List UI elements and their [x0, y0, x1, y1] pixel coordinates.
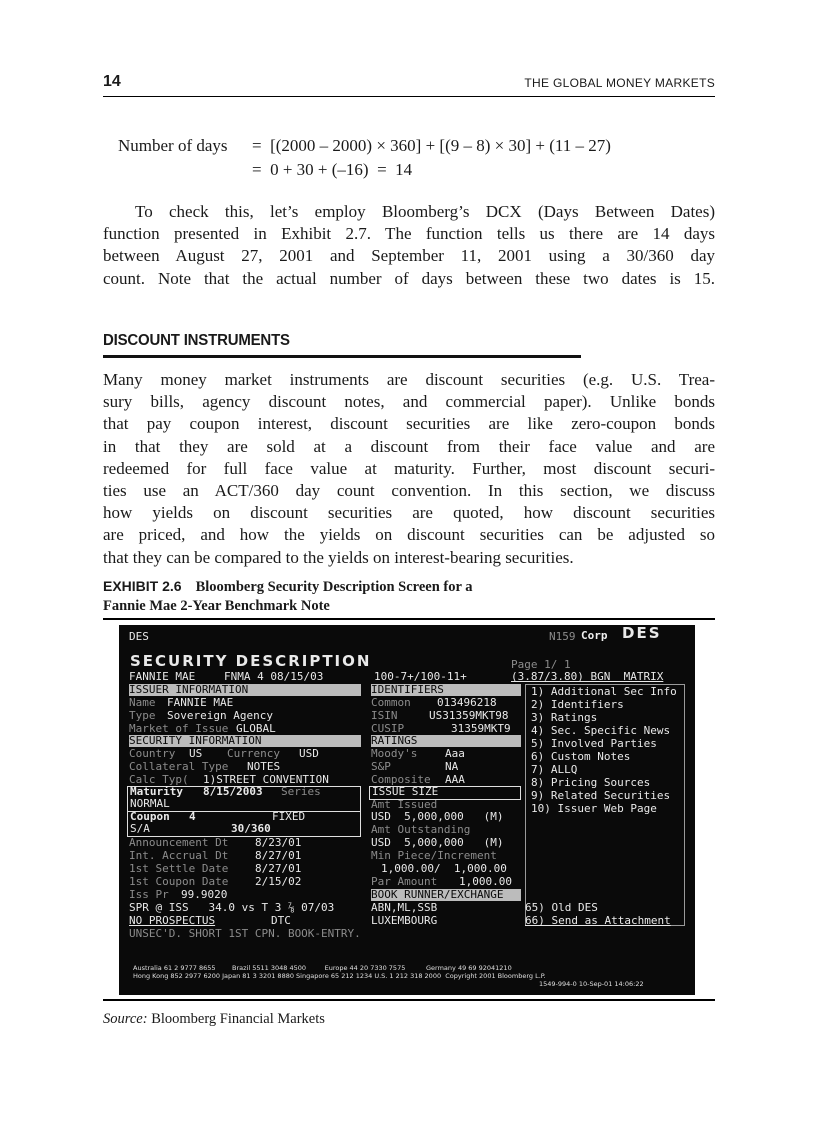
text-line: function presented in Exhibit 2.7. The function tells us there are 14 days	[103, 224, 715, 244]
moodys-label: Moody's	[371, 747, 418, 760]
text-line: between August 27, 2001 and September 11, 2001 using a 30/360 day	[103, 246, 715, 266]
sp-label: S&P	[371, 760, 391, 773]
page-info: Page 1/ 1	[511, 658, 571, 671]
dtc: DTC	[271, 914, 291, 927]
min-piece-value: 1,000.00/ 1,000.00	[381, 862, 507, 875]
issuer-short: FANNIE MAE	[129, 670, 196, 683]
common-value: 013496218	[437, 696, 497, 709]
maturity-type: NORMAL	[130, 797, 170, 810]
cusip-value: 31359MKT9	[451, 722, 511, 735]
bloomberg-des-screen	[119, 625, 695, 995]
page-number: 14	[103, 73, 121, 90]
accrual-label: Int. Accrual Dt	[129, 849, 229, 862]
announcement-label: Announcement Dt	[129, 836, 229, 849]
first-coupon-label: 1st Coupon Date	[129, 875, 229, 888]
identifiers-header: IDENTIFIERS	[371, 684, 521, 696]
text-line: ties use an ACT/360 day count convention. In this section, we discuss	[103, 480, 715, 500]
text-line: in that they are sold at a discount from their face value and are	[103, 436, 715, 456]
exchange: LUXEMBOURG	[371, 914, 438, 927]
menu-item-65[interactable]: 65) Old DES	[525, 901, 598, 914]
par-amount-label: Par Amount	[371, 875, 438, 888]
text-line: count. Note that the actual number of days between these two dates is 15.	[103, 268, 715, 288]
paragraph-discount	[103, 369, 715, 569]
common-label: Common	[371, 696, 411, 709]
spread-at-issue: SPR @ ISS 34.0 vs T 3 ⅞ 07/03	[129, 901, 335, 914]
exhibit-caption	[103, 577, 473, 616]
unsecured-note: UNSEC'D. SHORT 1ST CPN. BOOK-ENTRY.	[129, 927, 361, 940]
terminal-footer-line-3: 1549-994-0 10-Sep-01 14:06:22	[539, 980, 644, 988]
market-of-issue-label: Market of Issue	[129, 722, 229, 735]
sp-value: NA	[445, 760, 459, 773]
prospectus: NO PROSPECTUS	[129, 914, 216, 927]
currency-value: USD	[299, 747, 319, 760]
settle-value: 8/27/01	[255, 862, 302, 875]
series-label: Series	[281, 785, 321, 798]
first-coupon-value: 2/15/02	[255, 875, 302, 888]
exhibit-caption-line-1: Bloomberg Security Description Screen for a	[195, 579, 473, 595]
bid-ask-price: 100-7+/100-11+	[374, 670, 467, 683]
maturity-value: 8/15/2003	[203, 785, 263, 798]
amt-issued-value: USD 5,000,000 (M)	[371, 810, 504, 823]
announcement-value: 8/23/01	[255, 836, 302, 849]
menu-item-6[interactable]: 6) Custom Notes	[531, 750, 631, 763]
text-line: Many money market instruments are discount securities (e.g. U.S. Trea-	[103, 370, 715, 389]
header-rule	[103, 96, 715, 97]
issue-price-label: Iss Pr	[129, 888, 169, 901]
collateral-value: NOTES	[247, 760, 281, 773]
day-count: 30/360	[231, 822, 271, 835]
menu-item-5[interactable]: 5) Involved Parties	[531, 737, 657, 750]
menu-item-8[interactable]: 8) Pricing Sources	[531, 776, 651, 789]
calc-type-label: Calc Typ(	[129, 773, 189, 786]
equation-line-1: = [(2000 – 2000) × 360] + [(9 – 8) × 30] + (11 – 27)	[252, 136, 611, 155]
security-info-header: SECURITY INFORMATION	[129, 735, 361, 747]
name-value: FANNIE MAE	[167, 696, 234, 709]
collateral-label: Collateral Type	[129, 760, 229, 773]
ratings-header: RATINGS	[371, 735, 521, 747]
composite-label: Composite	[371, 773, 431, 786]
text-line: sury bills, agency discount notes, and commercial paper). Unlike bonds	[103, 392, 715, 412]
issuer-info-header: ISSUER INFORMATION	[129, 684, 361, 696]
menu-item-2[interactable]: 2) Identifiers	[531, 698, 624, 711]
screen-title: SECURITY DESCRIPTION	[130, 652, 372, 670]
terminal-page-code: N159	[549, 630, 576, 643]
name-label: Name	[129, 696, 156, 709]
bid-ask-yield: (3.87/3.80) BGN MATRIX	[511, 670, 664, 683]
text-line: are priced, and how the yields on discount securities can be adjusted so	[103, 525, 715, 545]
isin-label: ISIN	[371, 709, 398, 722]
accrual-value: 8/27/01	[255, 849, 302, 862]
running-title: THE GLOBAL MONEY MARKETS	[524, 76, 715, 90]
amt-outstanding-value: USD 5,000,000 (M)	[371, 836, 504, 849]
paragraph-dcx	[103, 201, 715, 290]
menu-item-66[interactable]: 66) Send as Attachment	[525, 914, 671, 927]
menu-item-10[interactable]: 10) Issuer Web Page	[531, 802, 657, 815]
type-label: Type	[129, 709, 156, 722]
text-line: that they can be compared to the yields on interest-bearing securities.	[103, 547, 574, 567]
text-line: To check this, let’s employ Bloomberg’s DCX (Days Between Dates)	[135, 202, 715, 221]
ticker: FNMA 4 08/15/03	[224, 670, 324, 683]
coupon-type: FIXED	[272, 810, 306, 823]
section-rule	[103, 355, 581, 358]
country-label: Country	[129, 747, 176, 760]
coupon-value: 4	[189, 810, 196, 823]
source-label: Source:	[103, 1011, 148, 1027]
text-line: that pay coupon interest, discount securities are like zero-coupon bonds	[103, 414, 715, 434]
source-text: Bloomberg Financial Markets	[151, 1011, 325, 1027]
days-equation	[118, 136, 611, 184]
currency-label: Currency	[227, 747, 280, 760]
terminal-footer-line-1: Australia 61 2 9777 8655 Brazil 5511 3048 4500 Europe 44 20 7330 7575 Germany 49 69 92041210	[133, 964, 512, 972]
composite-value: AAA	[445, 773, 465, 786]
book-runner: ABN,ML,SSB	[371, 901, 438, 914]
menu-item-7[interactable]: 7) ALLQ	[531, 763, 578, 776]
exhibit-top-rule	[103, 618, 715, 620]
menu-item-3[interactable]: 3) Ratings	[531, 711, 598, 724]
cusip-label: CUSIP	[371, 722, 405, 735]
market-of-issue-value: GLOBAL	[236, 722, 276, 735]
maturity-label: Maturity	[130, 785, 183, 798]
coupon-label: Coupon	[130, 810, 170, 823]
calc-type-value: 1)STREET CONVENTION	[203, 773, 329, 786]
source-note	[103, 1011, 325, 1028]
equation-line-2: = 0 + 30 + (–16) = 14	[252, 160, 413, 179]
section-heading: DISCOUNT INSTRUMENTS	[103, 331, 290, 350]
text-line: how yields on discount securities are quoted, how discount securities	[103, 503, 715, 523]
terminal-function: DES	[622, 625, 662, 642]
amt-outstanding-label: Amt Outstanding	[371, 823, 471, 836]
menu-item-9[interactable]: 9) Related Securities	[531, 789, 671, 802]
moodys-value: Aaa	[445, 747, 465, 760]
text-line: redeemed for full face value at maturity. Further, most discount securi-	[103, 458, 715, 478]
issue-price-value: 99.9020	[181, 888, 228, 901]
settle-label: 1st Settle Date	[129, 862, 229, 875]
issue-size-header: ISSUE SIZE	[372, 785, 439, 798]
equation-label: Number of days	[118, 136, 228, 155]
isin-value: US31359MKT98	[429, 709, 509, 722]
amt-issued-label: Amt Issued	[371, 798, 438, 811]
coupon-frequency: S/A	[130, 822, 150, 835]
country-value: US	[189, 747, 203, 760]
book-runner-header: BOOK RUNNER/EXCHANGE	[371, 889, 521, 901]
terminal-market: Corp	[581, 629, 608, 642]
terminal-footer-line-2: Hong Kong 852 2977 6200 Japan 81 3 3201 8880 Singapore 65 212 1234 U.S. 1 212 318 2000 Copyright 2001 Bloomberg L.P.	[133, 972, 546, 980]
terminal-command: DES	[129, 630, 149, 643]
exhibit-caption-line-2: Fannie Mae 2-Year Benchmark Note	[103, 598, 330, 614]
exhibit-number: EXHIBIT 2.6	[103, 578, 182, 594]
menu-item-1[interactable]: 1) Additional Sec Info	[531, 685, 677, 698]
min-piece-label: Min Piece/Increment	[371, 849, 497, 862]
exhibit-bottom-rule	[103, 999, 715, 1001]
type-value: Sovereign Agency	[167, 709, 273, 722]
menu-item-4[interactable]: 4) Sec. Specific News	[531, 724, 671, 737]
par-amount-value: 1,000.00	[459, 875, 512, 888]
